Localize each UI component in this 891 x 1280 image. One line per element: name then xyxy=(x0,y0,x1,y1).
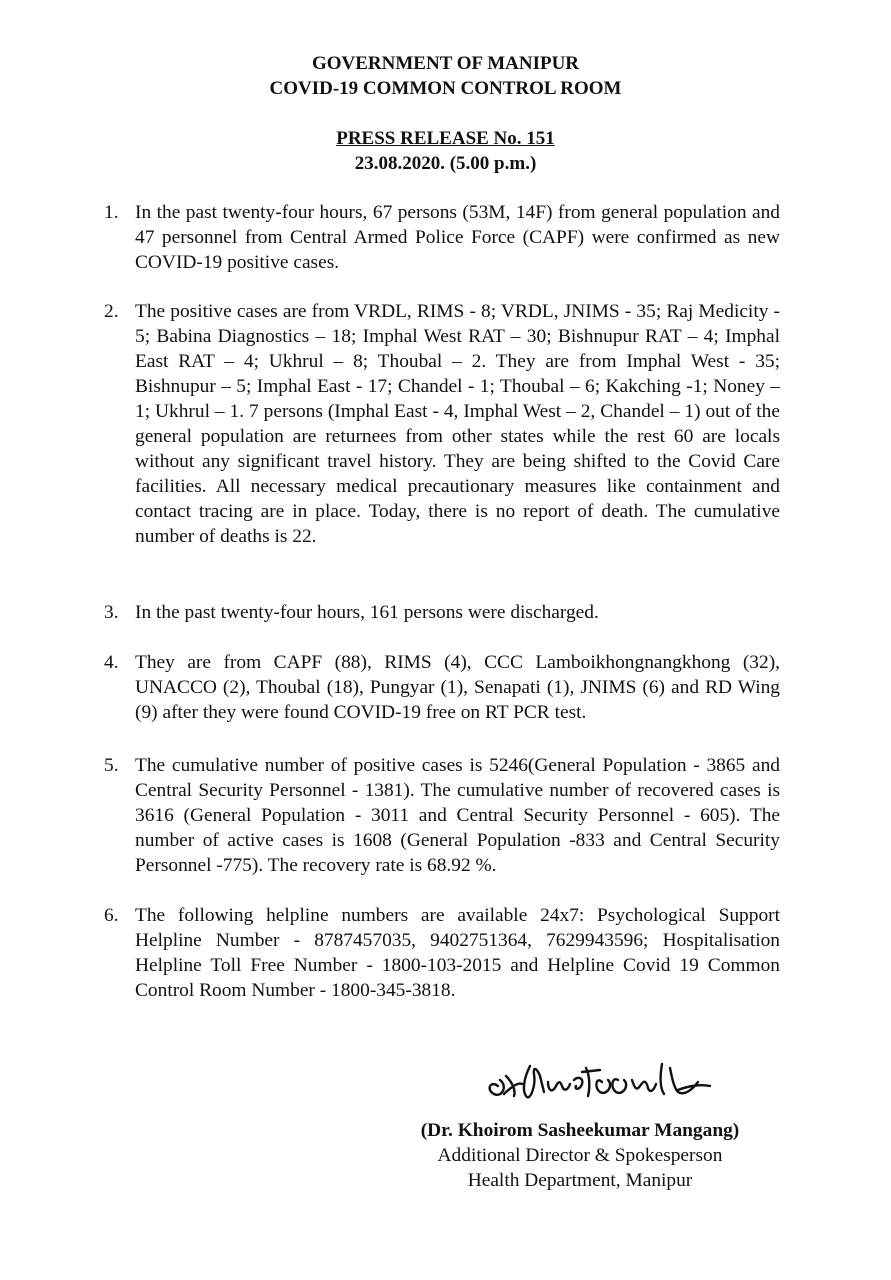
item-number: 6. xyxy=(104,905,119,926)
signatory-department: Health Department, Manipur xyxy=(467,1170,693,1191)
release-item xyxy=(104,299,780,549)
item-text: The following helpline numbers are available 24x7: Psychological Support Helpline Number - 8787457035, 9402751364, 7629943596; Hospitalisation Helpline Toll Free Number - 1800-103-2015 and Helpline Covid 19 Common Control Room Number - 1800-345-3818. xyxy=(135,905,780,1001)
signatory-designation: Additional Director & Spokesperson xyxy=(437,1145,723,1166)
release-datetime: 23.08.2020. (5.00 p.m.) xyxy=(354,153,537,174)
item-text: In the past twenty-four hours, 67 persons (53M, 14F) from general population and 47 personnel from Central Armed Police Force (CAPF) were confirmed as new COVID-19 positive cases. xyxy=(135,202,780,273)
release-item xyxy=(104,753,780,878)
signatory-block xyxy=(380,1118,780,1193)
organization-header xyxy=(0,51,891,101)
item-text: In the past twenty-four hours, 161 persons were discharged. xyxy=(135,602,599,623)
press-release-title: PRESS RELEASE No. 151 xyxy=(336,128,555,149)
signatory-name: (Dr. Khoirom Sasheekumar Mangang) xyxy=(420,1120,740,1141)
handwritten-signature xyxy=(478,1046,728,1116)
item-number: 4. xyxy=(104,652,119,673)
release-header xyxy=(0,126,891,176)
release-item xyxy=(104,600,780,625)
item-text: The cumulative number of positive cases is 5246(General Population - 3865 and Central Security Personnel - 1381). The cumulative number of recovered cases is 3616 (General Population - 3011 and Central Security Personnel - 605). The number of active cases is 1608 (General Population -833 and Central Security Personnel -775). The recovery rate is 68.92 %. xyxy=(135,755,780,876)
government-title: GOVERNMENT OF MANIPUR xyxy=(311,53,580,74)
item-number: 1. xyxy=(104,202,119,223)
item-number: 2. xyxy=(104,301,119,322)
release-item xyxy=(104,200,780,275)
item-number: 5. xyxy=(104,755,119,776)
item-text: The positive cases are from VRDL, RIMS - 8; VRDL, JNIMS - 35; Raj Medicity - 5; Babina Diagnostics – 18; Imphal West RAT – 30; Bishnupur RAT – 4; Imphal East RAT – 4; Ukhrul – 8; Thoubal – 2. They are from Imphal West - 35; Bishnupur – 5; Imphal East - 17; Chandel - 1; Thoubal – 6; Kakching -1; Noney – 1; Ukhrul – 1. 7 persons (Imphal East - 4, Imphal West – 2, Chandel – 1) out of the general population are returnees from other states while the rest 60 are locals without any significant travel history. They are being shifted to the Covid Care facilities. All necessary medical precautionary measures like containment and contact tracing are in place. Today, there is no report of death. The cumulative number of deaths is 22. xyxy=(135,301,780,547)
item-text: They are from CAPF (88), RIMS (4), CCC Lamboikhongnangkhong (32), UNACCO (2), Thoubal (18), Pungyar (1), Senapati (1), JNIMS (6) and RD Wing (9) after they were found COVID-19 free on RT PCR test. xyxy=(135,652,780,723)
release-item xyxy=(104,650,780,725)
item-number: 3. xyxy=(104,602,119,623)
release-item xyxy=(104,903,780,1003)
control-room-title: COVID-19 COMMON CONTROL ROOM xyxy=(269,78,622,99)
